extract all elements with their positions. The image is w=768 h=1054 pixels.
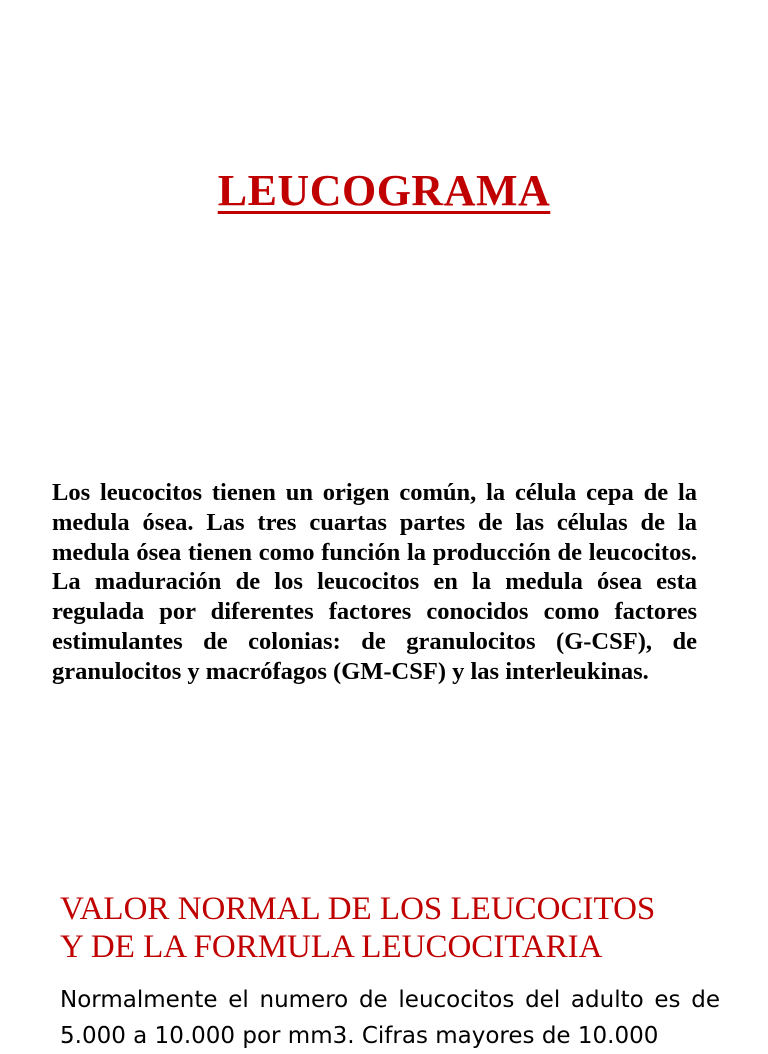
section-heading-line-2: Y DE LA FORMULA LEUCOCITARIA — [60, 929, 603, 965]
section-heading — [60, 890, 740, 966]
section-heading-line-1: VALOR NORMAL DE LOS LEUCOCITOS — [60, 891, 656, 927]
section-body-text: Normalmente el numero de leucocitos del adulto es de 5.000 a 10.000 por mm3. Cifras mayores de 10.000 — [60, 987, 720, 1049]
page-title: LEUCOGRAMA — [217, 166, 551, 215]
intro-paragraph: Los leucocitos tienen un origen común, la célula cepa de la medula ósea. Las tres cuartas partes de las células de la medula ósea tienen como función la producción de leucocitos. La maduración de los leucocitos en la medula ósea esta regulada por diferentes factores conocidos como factores estimulantes de colonias: de granulocitos (G-CSF), de granulocitos y macrófagos (GM-CSF) y las interleukinas. — [52, 479, 697, 685]
